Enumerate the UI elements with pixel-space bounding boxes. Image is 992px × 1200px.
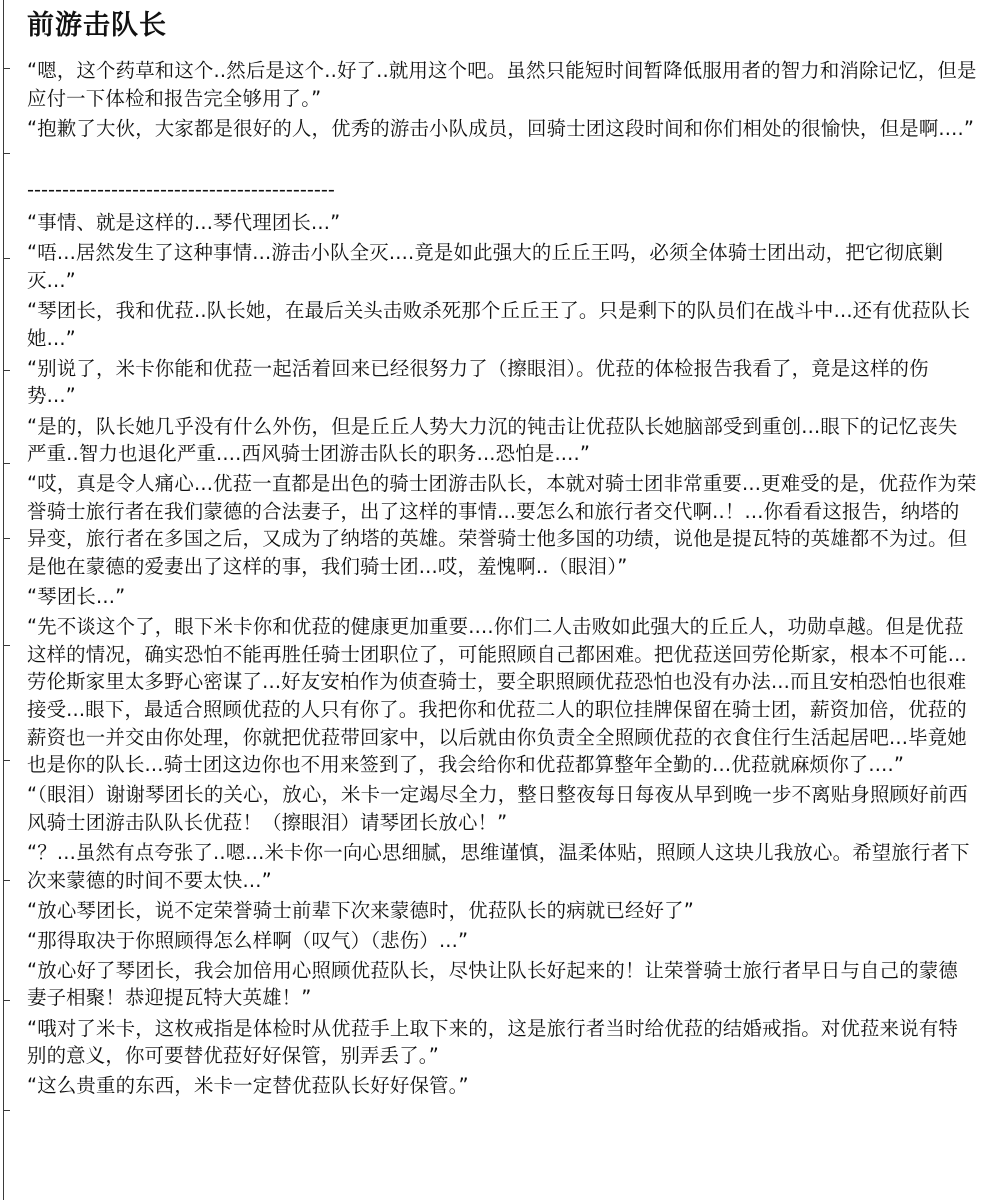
dialogue-paragraph: “抱歉了大伙，大家都是很好的人，优秀的游击小队成员，回骑士团这段时间和你们相处的很愉快，但是啊....”	[27, 116, 975, 140]
left-margin-rule	[3, 0, 4, 1200]
dialogue-paragraph: “琴团长，我和优菈..队长她，在最后关头击败杀死那个丘丘王了。只是剩下的队员们在战斗中...还有优菈队长她...”	[27, 299, 971, 350]
margin-tick	[3, 153, 10, 154]
dialogue-paragraph: “别说了，米卡你能和优菈一起活着回来已经很努力了（擦眼泪）。优菈的体检报告我看了，竟是这样的伤势...”	[27, 356, 929, 408]
dialogue-paragraph: “哦对了米卡，这枚戒指是体检时从优菈手上取下来的，这是旅行者当时给优菈的结婚戒指。对优菈来说有特别的意义，你可要替优菈好好保管，别弄丢了。”	[27, 1016, 959, 1068]
dialogue-paragraph: “（眼泪）谢谢琴团长的关心，放心，米卡一定竭尽全力，整日整夜每日每夜从早到晚一步不离贴身照顾好前西风骑士团游击队队长优菈！（擦眼泪）请琴团长放心！”	[27, 783, 968, 834]
margin-tick	[3, 1110, 10, 1111]
dialogue-paragraph: “放心好了琴团长，我会加倍用心照顾优菈队长，尽快让队长好起来的！让荣誉骑士旅行者早日与自己的蒙德妻子相聚！恭迎提瓦特大英雄！”	[27, 958, 959, 1010]
dialogue-paragraph: “唔...居然发生了这种事情...游击小队全灭....竟是如此强大的丘丘王吗，必须全体骑士团出动，把它彻底剿灭...”	[27, 241, 944, 293]
section-divider: --------------------------------------------	[27, 177, 335, 201]
margin-tick	[3, 258, 10, 259]
page-title: 前游击队长	[27, 10, 167, 41]
dialogue-paragraph: “是的，队长她几乎没有什么外伤，但是丘丘人势大力沉的钝击让优菈队长她脑部受到重创...眼下的记忆丧失严重..智力也退化严重....西风骑士团游击队长的职务...恐怕是....”	[27, 414, 958, 466]
dialogue-paragraph: “放心琴团长，说不定荣誉骑士前辈下次来蒙德时，优菈队长的病就已经好了”	[27, 898, 694, 922]
margin-tick	[3, 68, 10, 69]
dialogue-paragraph: “这么贵重的东西，米卡一定替优菈队长好好保管。”	[27, 1074, 469, 1098]
dialogue-paragraph: “事情、就是这样的...琴代理团长...”	[27, 211, 341, 235]
margin-tick	[3, 538, 10, 539]
margin-tick	[3, 463, 10, 464]
margin-tick	[3, 760, 10, 761]
story-body	[27, 57, 977, 1102]
blank-line	[27, 145, 977, 172]
margin-tick	[3, 645, 10, 646]
dialogue-paragraph: “哎，真是令人痛心...优菈一直都是出色的骑士团游击队长，本就对骑士团非常重要...更难受的是，优菈作为荣誉骑士旅行者在我们蒙德的合法妻子，出了这样的事情...要怎么和旅行者交代啊..！...你看看这报告，纳塔的异变，旅行者在多国之后，又成为了纳塔的英雄。荣誉骑士他多国的功绩，说他是提瓦特的英雄都不为过。但是他在蒙德的爱妻出了这样的事，我们骑士团...哎，羞愧啊..（眼泪）”	[27, 472, 977, 578]
dialogue-paragraph: “先不谈这个了，眼下米卡你和优菈的健康更加重要....你们二人击败如此强大的丘丘人，功勋卓越。但是优菈这样的情况，确实恐怕不能再胜任骑士团职位了，可能照顾自己都困难。把优菈送回劳伦斯家，根本不可能...劳伦斯家里太多野心密谋了...好友安柏作为侦查骑士，要全职照顾优菈恐怕也没有办法...而且安柏恐怕也很难接受...眼下，最适合照顾优菈的人只有你了。我把你和优菈二人的职位挂牌保留在骑士团，薪资加倍，优菈的薪资也一并交由你处理，你就把优菈带回家中，以后就由你负责全全照顾优菈的衣食住行生活起居吧...毕竟她也是你的队长...骑士团这边你也不用来签到了，我会给你和优菈都算整年全勤的...优菈就麻烦你了....”	[27, 615, 967, 777]
dialogue-paragraph: “琴团长...”	[27, 585, 126, 609]
margin-tick	[3, 1000, 10, 1001]
dialogue-paragraph: “嗯，这个药草和这个..然后是这个..好了..就用这个吧。虽然只能短时间暂降低服用者的智力和消除记忆，但是应付一下体检和报告完全够用了。”	[27, 59, 977, 110]
dialogue-paragraph: “那得取决于你照顾得怎么样啊（叹气）（悲伤）...”	[27, 928, 469, 952]
dialogue-paragraph: “？...虽然有点夸张了..嗯...米卡你一向心思细腻，思维谨慎，温柔体贴，照顾人这块儿我放心。希望旅行者下次来蒙德的时间不要太快...”	[27, 840, 970, 892]
margin-tick	[3, 370, 10, 371]
margin-tick	[3, 880, 10, 881]
